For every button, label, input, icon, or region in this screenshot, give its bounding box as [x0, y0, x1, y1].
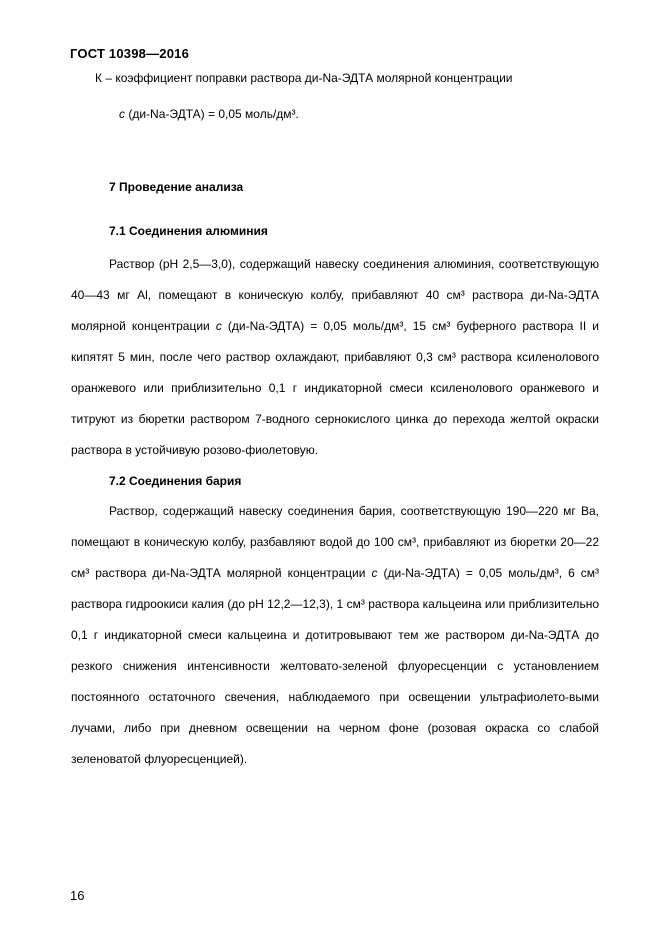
variable-c: с	[215, 319, 222, 333]
document-header: ГОСТ 10398—2016	[70, 46, 189, 61]
k-definition-line: К – коэффициент поправки раствора ди-Na-ЭДТА молярной концентрации	[95, 71, 513, 85]
paragraph-aluminium-part2: (ди-Na-ЭДТА) = 0,05 моль/дм³, 15 см³ буферного раствора II и кипятят 5 мин, после чего раствор охлаждают, прибавляют 0,3 см³ раствора ксиленолового оранжевого или приблизительно 0,1 г индикаторной смеси ксиленолового оранжевого и титруют из бюретки раствором 7-водного сернокислого цинка до перехода желтой окраски раствора в устойчивую розово-фиолетовую.	[71, 319, 599, 457]
subsection-heading-aluminium: 7.1 Соединения алюминия	[109, 224, 268, 238]
paragraph-barium-part1: Раствор, содержащий навеску соединения бария, соответствующую 190—220 мг Ва, помещают в коническую колбу, разбавляют водой до 100 см³, прибавляют из бюретки 20—22 см³ раствора ди-Na-ЭДТА молярной концентрации	[71, 504, 599, 580]
section-heading: 7 Проведение анализа	[109, 180, 244, 194]
k-definition-continuation	[71, 96, 599, 132]
paragraph-barium-part2: (ди-Na-ЭДТА) = 0,05 моль/дм³, 6 см³ раствора гидроокиси калия (до рН 12,2—12,3), 1 см³ раствора кальцеина или приблизительно 0,1 г индикаторной смеси кальцеина и дотитровывают тем же раствором ди-Na-ЭДТА до резкого снижения интенсивности желтовато-зеленой флуоресценции с установлением постоянного остаточного свечения, наблюдаемого при освещении ультрафиолето-выми лучами, либо при дневном освещении на черном фоне (розовая окраска со слабой зеленоватой флуоресценцией).	[71, 566, 600, 766]
k-definition-rest: (ди-Na-ЭДТА) = 0,05 моль/дм³.	[128, 107, 299, 121]
paragraph-aluminium	[71, 249, 599, 466]
variable-c: с	[371, 566, 378, 580]
paragraph-barium	[71, 496, 599, 775]
variable-c: с	[119, 107, 125, 121]
page-body	[71, 60, 599, 775]
subsection-heading-barium: 7.2 Соединения бария	[109, 474, 242, 488]
paragraph-aluminium-part1: Раствор (рН 2,5—3,0), содержащий навеску соединения алюминия, соответствующую 40—43 мг Al, помещают в коническую колбу, прибавляют 40 см³ раствора ди-Na-ЭДТА молярной концентрации	[71, 257, 599, 333]
page-number: 16	[70, 888, 85, 903]
